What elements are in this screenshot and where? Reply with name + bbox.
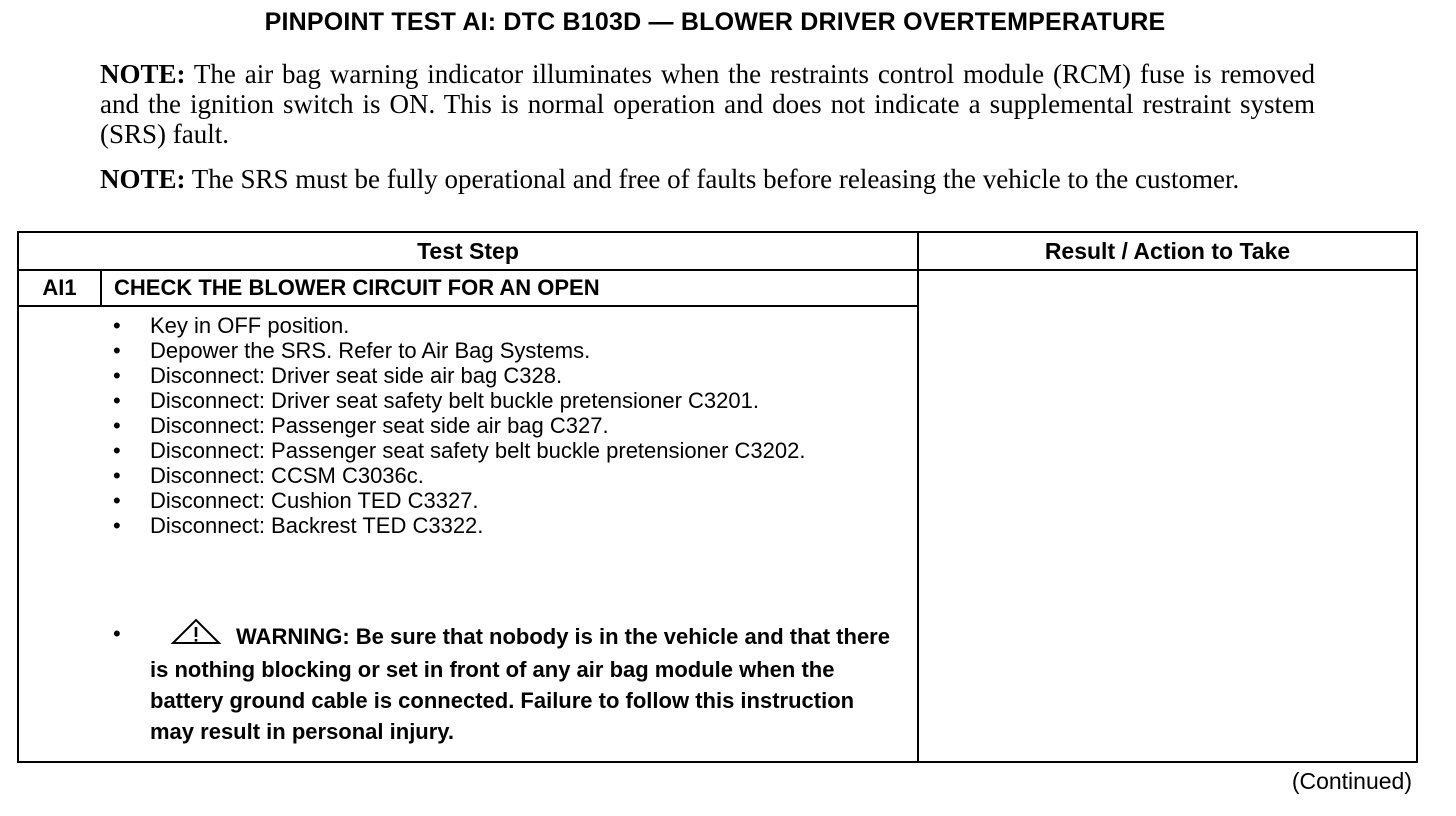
note-label: NOTE: xyxy=(100,59,186,89)
list-item: • Disconnect: Passenger seat side air bag C327. xyxy=(113,413,893,438)
list-item: • Key in OFF position. xyxy=(113,313,893,338)
list-item: • Depower the SRS. Refer to Air Bag Systems. xyxy=(113,338,893,363)
warning-item xyxy=(113,618,903,747)
continued-label: (Continued) xyxy=(1291,768,1412,794)
header-result-action: Result / Action to Take xyxy=(1044,238,1291,264)
column-divider xyxy=(917,233,919,761)
note-label: NOTE: xyxy=(100,164,186,194)
note-rcm-fuse xyxy=(100,59,1315,149)
warning-triangle-icon xyxy=(160,618,222,654)
step-title-divider xyxy=(19,305,917,307)
step-id: AI1 xyxy=(42,275,77,300)
page-title: PINPOINT TEST AI: DTC B103D — BLOWER DRIVER OVERTEMPERATURE xyxy=(264,8,1166,36)
bullet-icon: • xyxy=(113,621,121,646)
header-test-step: Test Step xyxy=(417,238,519,264)
list-item: • Disconnect: Passenger seat safety belt buckle pretensioner C3202. xyxy=(113,438,893,463)
list-item: • Disconnect: Driver seat side air bag C328. xyxy=(113,363,893,388)
warning-block xyxy=(113,618,903,747)
list-item: • Disconnect: CCSM C3036c. xyxy=(113,463,893,488)
step-id-divider xyxy=(100,269,102,305)
step-action-list xyxy=(113,313,893,538)
warning-text: WARNING: Be sure that nobody is in the vehicle and that there is nothing blocking or set in front of any air bag module when the battery ground cable is connected. Failure to follow this instruction may result in personal injury. xyxy=(150,624,890,744)
list-item: • Disconnect: Backrest TED C3322. xyxy=(113,513,893,538)
step-title: CHECK THE BLOWER CIRCUIT FOR AN OPEN xyxy=(114,275,600,300)
list-item: • Disconnect: Cushion TED C3327. xyxy=(113,488,893,513)
list-item: • Disconnect: Driver seat safety belt buckle pretensioner C3201. xyxy=(113,388,893,413)
note-text: The SRS must be fully operational and free of faults before releasing the vehicle to the customer. xyxy=(185,164,1240,194)
pinpoint-test-table xyxy=(17,231,1418,763)
note-srs-operational xyxy=(100,164,1315,194)
note-text: The air bag warning indicator illuminates when the restraints control module (RCM) fuse is removed and the ignition switch is ON. This is normal operation and does not indicate a supplemental restraint system (SRS) fault. xyxy=(100,59,1315,149)
